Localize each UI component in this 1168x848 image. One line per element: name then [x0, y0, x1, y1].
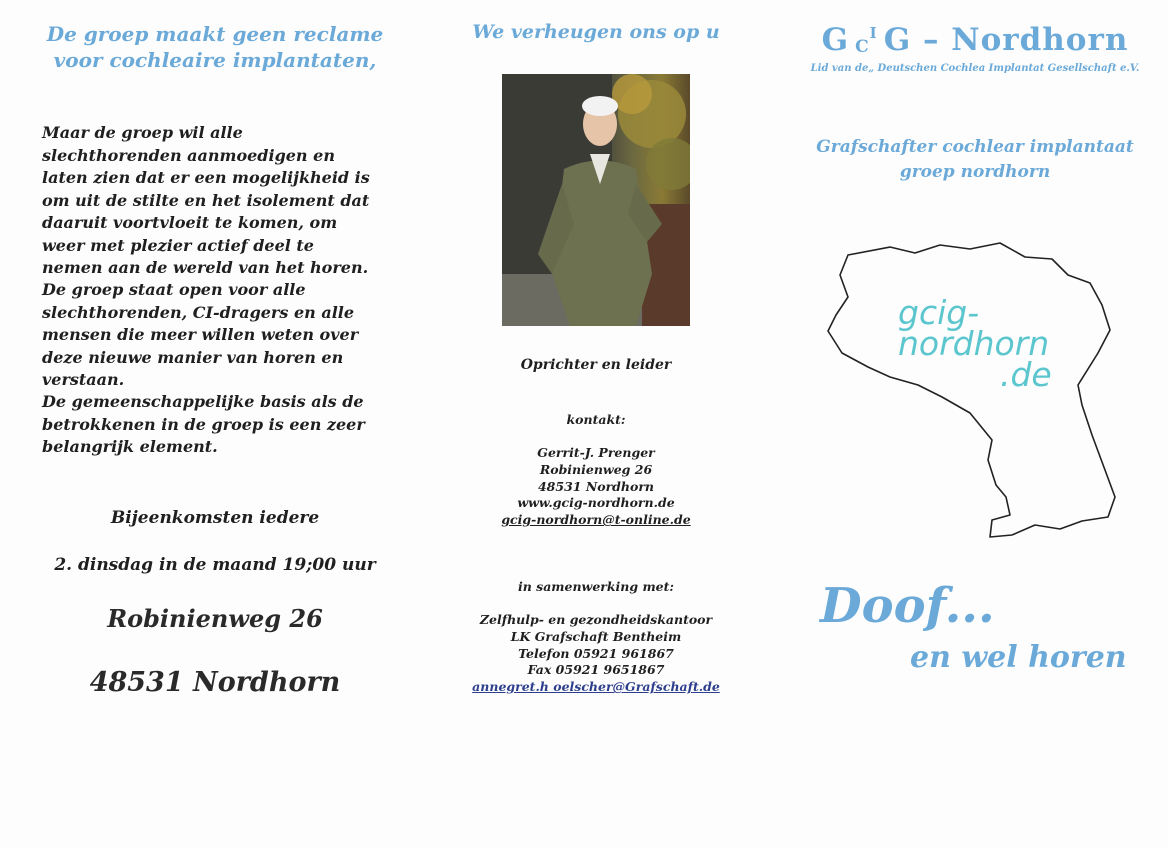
left-heading [40, 21, 390, 73]
contact-street: Robinienweg 26 [539, 461, 653, 477]
photo-caption: Oprichter en leider [520, 357, 672, 373]
contact-email-link[interactable]: gcig-nordhorn@t-online.de [501, 512, 691, 528]
group-name [790, 135, 1160, 185]
address-city: 48531 Nordhorn [89, 667, 341, 698]
partner-org-line2: LK Grafschaft Bentheim [510, 628, 682, 644]
title-rest: G – Nordhorn [883, 22, 1129, 58]
intro-paragraph: Maar de groep wil alle slechthorenden aanmoedigen en laten zien dat er een mogelijkheid is om uit de stilte en het isolement dat daaruit voortvloeit te komen, om weer met plezier actief deel te nemen aan de wereld van het horen. [42, 123, 370, 277]
group-name-line2: groep nordhorn [899, 162, 1051, 182]
basis-paragraph: De gemeenschappelijke basis als de betrokkenen in de groep is een zeer belangrijk element. [42, 392, 365, 456]
map-website-text [860, 293, 1100, 394]
partner-fax: Fax 05921 9651867 [527, 662, 665, 678]
meetings-text: Bijeenkomsten iedere [110, 508, 320, 528]
title-g: G [821, 22, 850, 58]
partner-block [468, 612, 724, 696]
contact-city: 48531 Nordhorn [537, 478, 655, 494]
map-text-line3: .de [1000, 355, 1052, 394]
map-text-line1: gcig- [898, 293, 980, 332]
schedule-text: 2. dinsdag in de maand 19;00 uur [54, 555, 376, 575]
membership-line: Lid van de„ Deutschen Cochlea Implantat Gesellschaft e.V. [810, 63, 1140, 74]
slogan-horen: en wel horen [910, 640, 1127, 675]
group-name-line1: Grafschafter cochlear implantaat [816, 137, 1134, 157]
org-title [790, 22, 1160, 58]
contact-block [468, 445, 724, 529]
middle-heading: We verheugen ons op u [472, 21, 720, 43]
title-i: I [869, 24, 878, 42]
address-street: Robinienweg 26 [107, 604, 323, 633]
contact-website-link[interactable]: www.gcig-nordhorn.de [517, 495, 675, 511]
left-heading-line1: De groep maakt geen reclame [46, 22, 384, 46]
founder-photo [502, 74, 690, 326]
slogan-doof: Doof... [820, 578, 995, 634]
partner-phone: Telefon 05921 961867 [518, 645, 674, 661]
map-text-line2: nordhorn [898, 324, 1050, 363]
title-c: C [855, 37, 870, 57]
contact-name: Gerrit-J. Prenger [537, 445, 655, 460]
district-map-outline [820, 235, 1130, 555]
partner-email-link[interactable]: annegret.h oelscher@Grafschaft.de [472, 679, 720, 695]
audience-paragraph: De groep staat open voor alle slechthorenden, CI-dragers en alle mensen die meer willen weten over deze nieuwe manier van horen en verstaan. [42, 280, 359, 389]
contact-label: kontakt: [566, 412, 626, 427]
founder-photo-image [502, 74, 690, 326]
left-heading-line2: voor cochleaire implantaten, [53, 48, 377, 72]
partner-org-line1: Zelfhulp- en gezondheidskantoor [479, 612, 713, 627]
cooperation-label: in samenwerking met: [517, 579, 675, 594]
